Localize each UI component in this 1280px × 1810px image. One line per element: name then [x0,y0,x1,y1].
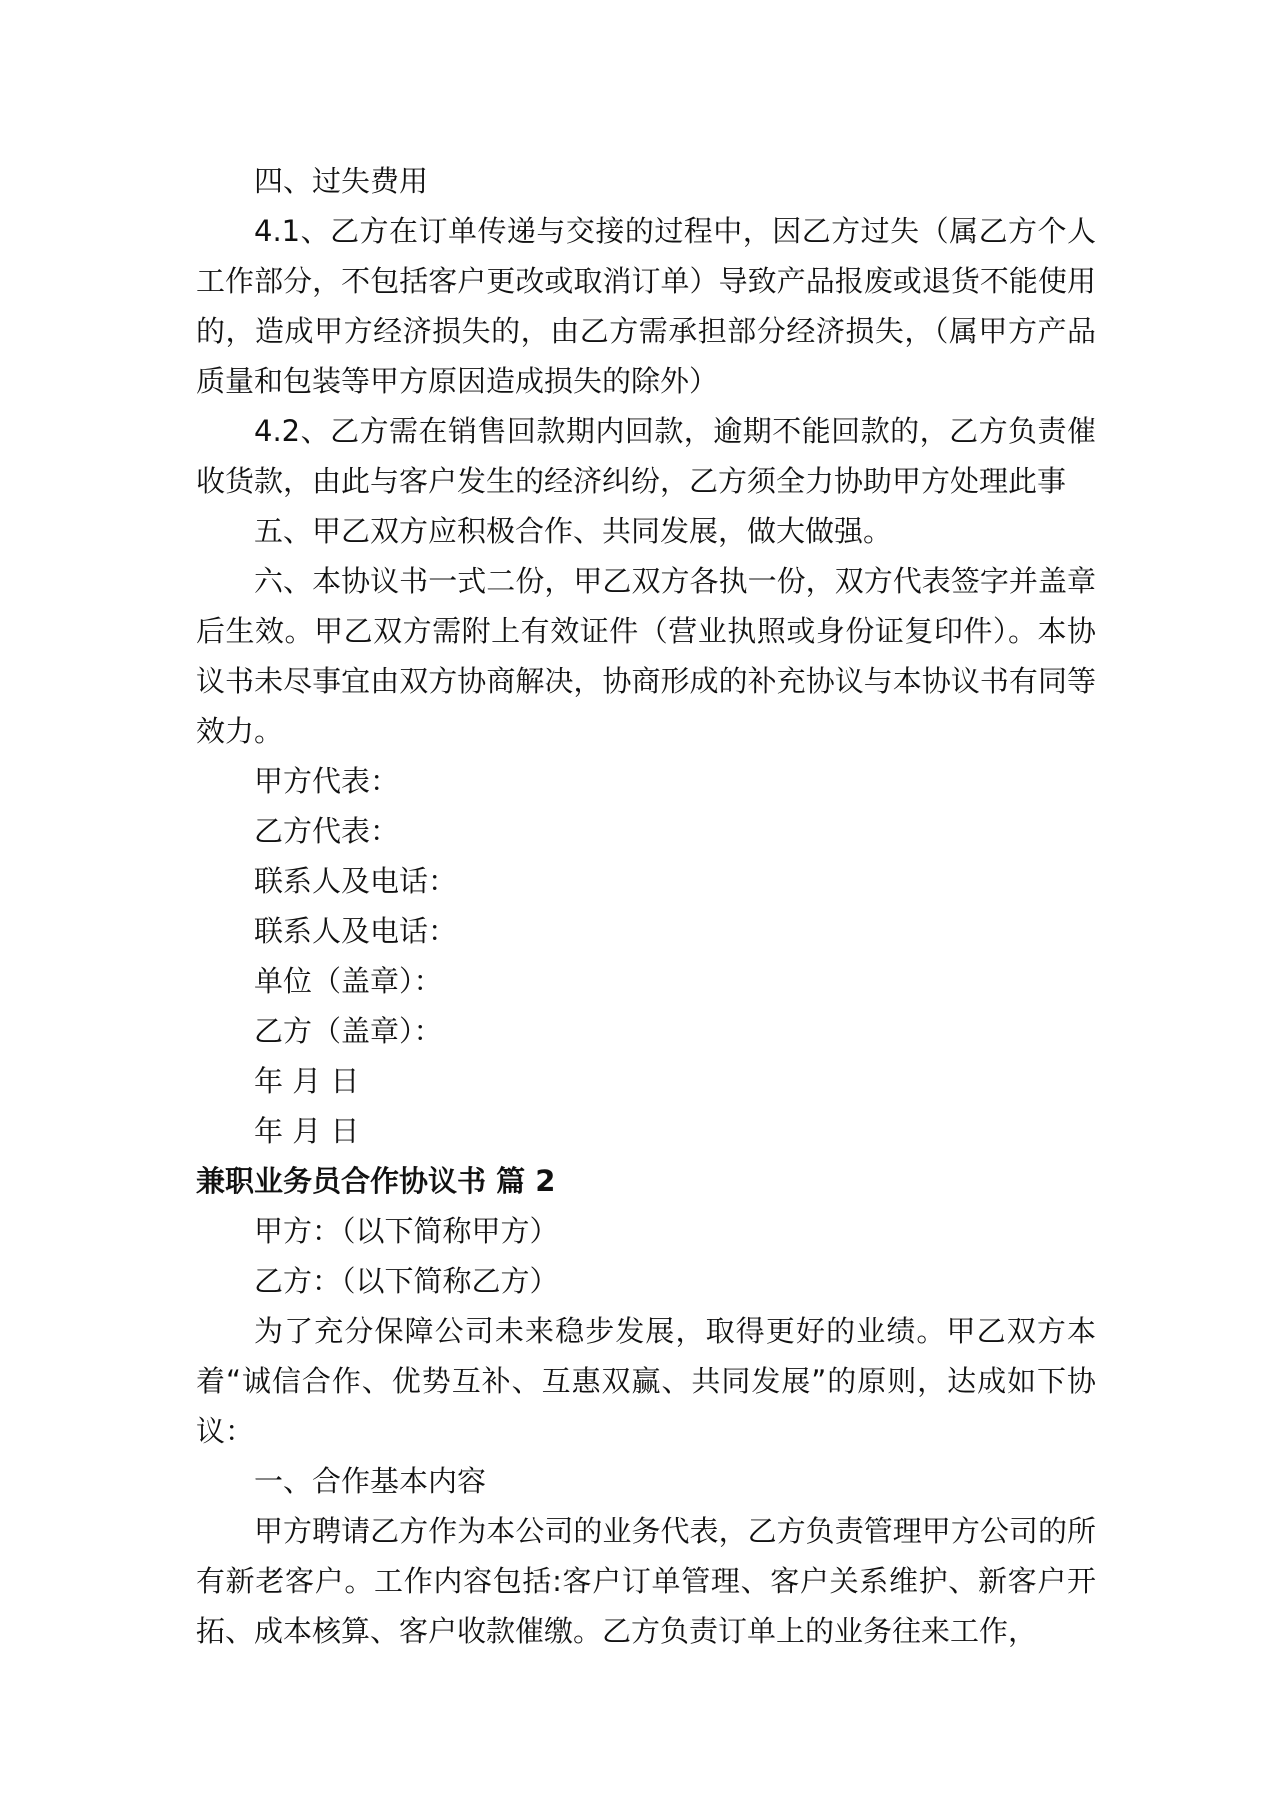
unit-seal: 单位（盖章）： [254,964,443,998]
preamble: 为了充分保障公司未来稳步发展，取得更好的业绩。甲乙双方本着“诚信合作、优势互补、互惠双赢、共同发展”的原则，达成如下协议： [196,1314,1096,1448]
section-6: 六、本协议书一式二份，甲乙双方各执一份，双方代表签字并盖章后生效。甲乙双方需附上有效证件（营业执照或身份证复印件）。本协议书未尽事宜由双方协商解决，协商形成的补充协议与本协议书有同等效力。 [196,564,1096,748]
date-line-b: 年 月 日 [254,1114,360,1148]
contact-phone-b: 联系人及电话： [254,914,458,948]
party-a-line: 甲方：（以下简称甲方） [254,1214,559,1248]
document-page [196,156,1096,1656]
party-b-representative: 乙方代表： [254,814,400,848]
party-b-seal: 乙方（盖章）： [254,1014,443,1048]
party-b-line: 乙方：（以下简称乙方） [254,1264,559,1298]
party-a-representative: 甲方代表： [254,764,400,798]
section-1-title: 一、合作基本内容 [254,1464,487,1498]
contact-phone-a: 联系人及电话： [254,864,458,898]
clause-4-2: 4.2、乙方需在销售回款期内回款，逾期不能回款的，乙方负责催收货款，由此与客户发生的经济纠纷，乙方须全力协助甲方处理此事 [196,414,1096,498]
section-5: 五、甲乙双方应积极合作、共同发展，做大做强。 [254,514,893,548]
date-line-a: 年 月 日 [254,1064,360,1098]
agreement-2-heading: 兼职业务员合作协议书 篇 2 [196,1164,556,1198]
section-4-title: 四、过失费用 [254,164,429,198]
clause-4-1: 4.1、乙方在订单传递与交接的过程中，因乙方过失（属乙方个人工作部分，不包括客户更改或取消订单）导致产品报废或退货不能使用的，造成甲方经济损失的，由乙方需承担部分经济损失，（属甲方产品质量和包装等甲方原因造成损失的除外） [196,214,1096,398]
section-1-body: 甲方聘请乙方作为本公司的业务代表，乙方负责管理甲方公司的所有新老客户。工作内容包括:客户订单管理、客户关系维护、新客户开拓、成本核算、客户收款催缴。乙方负责订单上的业务往来工作， [196,1514,1096,1648]
